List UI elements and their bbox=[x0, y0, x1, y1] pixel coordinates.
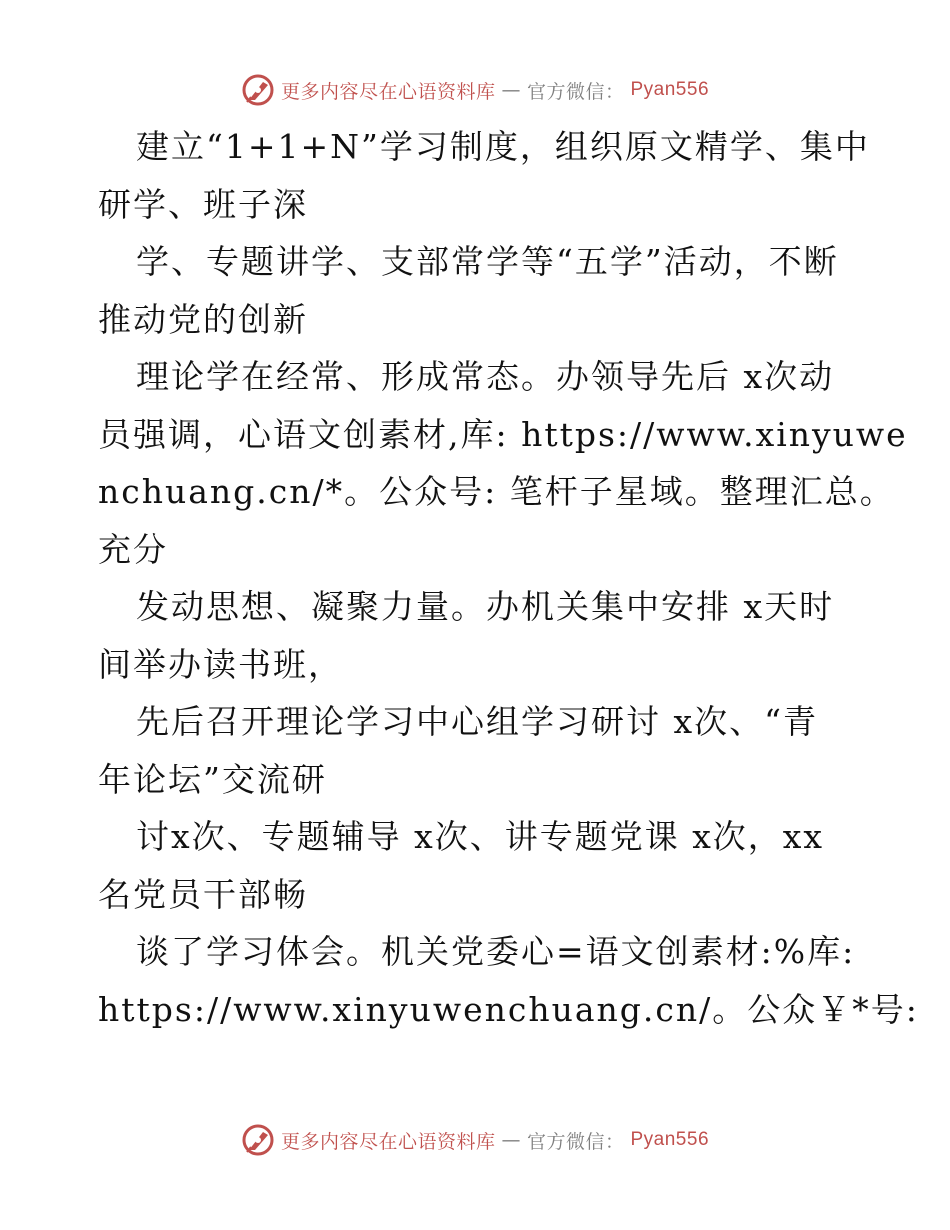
footer-wechat-id: Pyan556 bbox=[630, 1129, 710, 1150]
footer-watermark-text: 更多内容尽在心语资料库 bbox=[280, 1130, 496, 1153]
body-line: 谈了学习体会。机关党委心=语文创素材:%库: bbox=[136, 932, 856, 971]
body-line: 名党员干部畅 bbox=[98, 874, 308, 914]
footer-wechat-label: 官方微信： bbox=[526, 1130, 625, 1153]
quill-pen-circle-icon bbox=[241, 1123, 275, 1157]
body-line: 学、专题讲学、支部常学等“五学”活动，不断 bbox=[136, 242, 839, 281]
body-line: 员强调，心语文创素材,库: https://www.xinyuwe bbox=[98, 414, 908, 454]
header-watermark-banner bbox=[0, 70, 950, 110]
body-line: https://www.xinyuwenchuang.cn/。公众￥*号: bbox=[98, 989, 919, 1029]
body-line: 充分 bbox=[98, 529, 168, 569]
body-line: 间举办读书班， bbox=[98, 644, 343, 684]
footer-watermark-banner bbox=[0, 1120, 950, 1160]
quill-pen-circle-icon bbox=[241, 73, 275, 107]
body-line: 先后召开理论学习中心组学习研讨 x次、“青 bbox=[136, 702, 818, 741]
footer-watermark-separator: — bbox=[501, 1129, 521, 1151]
document-body bbox=[98, 118, 919, 1038]
header-wechat-id: Pyan556 bbox=[630, 79, 710, 100]
header-watermark-separator: — bbox=[501, 79, 521, 101]
body-line: 讨x次、专题辅导 x次、讲专题党课 x次，xx bbox=[136, 817, 825, 856]
body-line: 研学、班子深 bbox=[98, 184, 308, 224]
body-line: nchuang.cn/*。公众号: 笔杆子星域。整理汇总。 bbox=[98, 472, 895, 511]
body-line: 理论学在经常、形成常态。办领导先后 x次动 bbox=[136, 357, 835, 396]
body-line: 推动党的创新 bbox=[98, 299, 308, 339]
body-line: 年论坛”交流研 bbox=[98, 759, 327, 799]
body-line: 发动思想、凝聚力量。办机关集中安排 x天时 bbox=[136, 587, 835, 626]
header-wechat-label: 官方微信： bbox=[526, 80, 625, 103]
header-watermark-text: 更多内容尽在心语资料库 bbox=[280, 80, 496, 103]
body-line: 建立“1+1+N”学习制度，组织原文精学、集中 bbox=[136, 127, 870, 166]
